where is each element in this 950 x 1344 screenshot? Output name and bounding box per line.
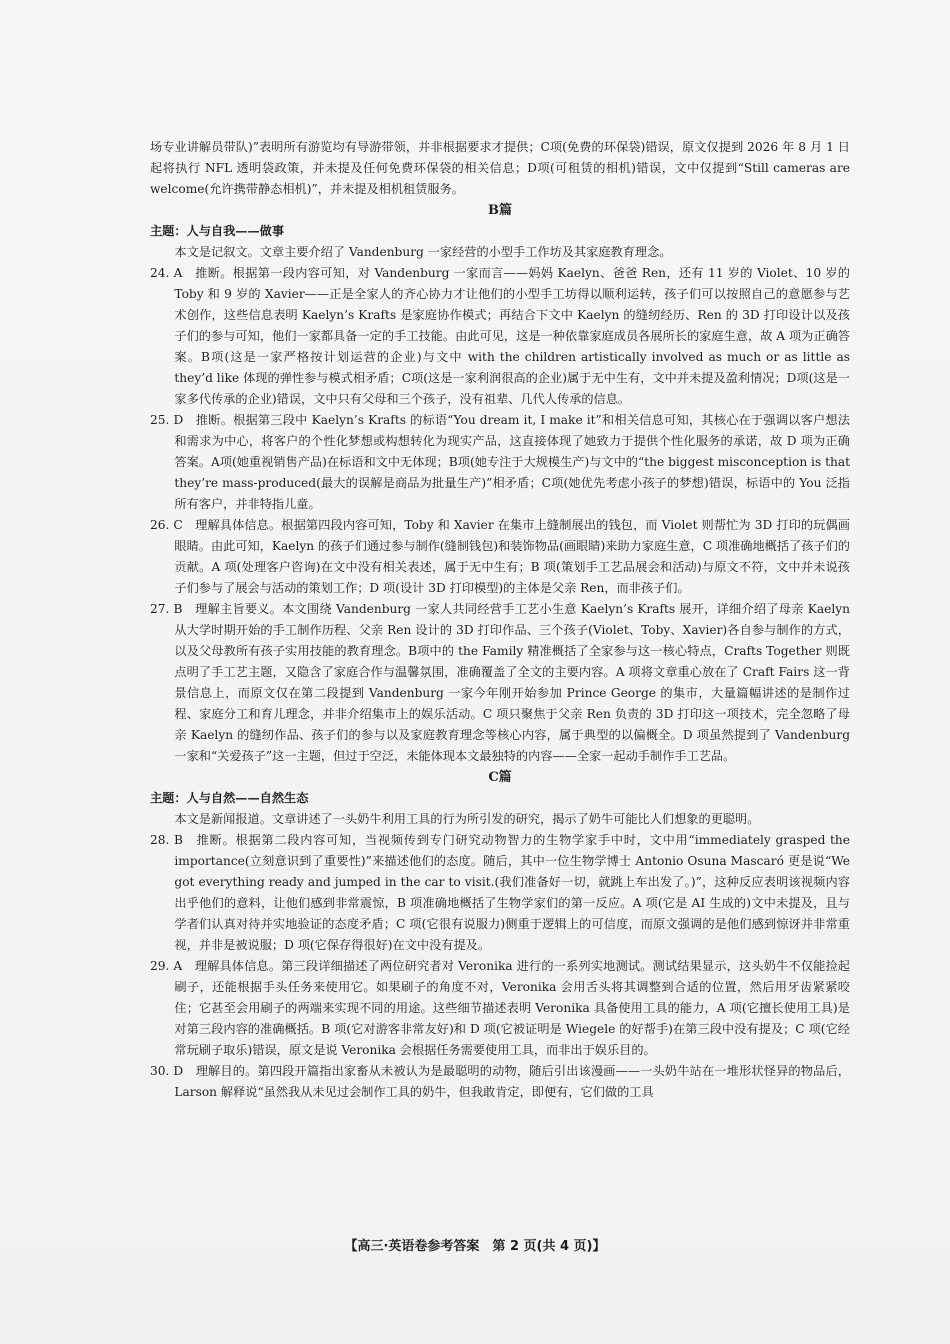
answer-item-27: 27. B 理解主旨要义。本文围绕 Vandenburg 一家人共同经营手工艺小生意 Kaelyn’s Krafts 展开，详细介绍了母亲 Kaelyn 从大学时期开始的手工制作历程、父亲 Ren 设计的 3D 打印作品、三个孩子(Violet、Toby、Xavier)各自参与制作的方式，以及父母教所有孩子实用技能的教育理念。B项中的 the Family 精准概括了全家参与这一核心特点，Crafts Together 则既点明了手工艺主题，又隐含了家庭合作与温馨氛围，准确覆盖了全文的主要内容。A 项将文章重心放在了 Craft Fairs 这一背景信息上，而原文仅在第二段提到 Vandenburg 一家今年刚开始参加 Prince George 的集市，大量篇幅讲述的是制作过程、家庭分工和育儿理念，并非介绍集市上的娱乐活动。C 项只聚焦于父亲 Ren 负责的 3D 打印这一项技术，完全忽略了母亲 Kaelyn 的缝纫作品、孩子们的参与以及家庭教育理念等核心内容，属于典型的以偏概全。D 项虽然提到了 Vandenburg 一家和“关爱孩子”这一主题，但过于空泛，未能体现本文最独特的内容——全家一起动手制作手工艺品。 bbox=[150, 602, 850, 763]
intro-paragraph-c: 本文是新闻报道。文章讲述了一头奶牛利用工具的行为所引发的研究，揭示了奶牛可能比人们想象的更聪明。 bbox=[174, 812, 760, 826]
answer-item-25: 25. D 推断。根据第三段中 Kaelyn’s Krafts 的标语“You dream it, I make it”和相关信息可知，其核心在于强调以客户想法和需求为中心，将客户的个性化梦想或构想转化为现实产品，这直接体现了她致力于提供个性化服务的承诺，故 D 项为正确答案。A项(她重视销售产品)在标语和文中无体现；B项(她专注于大规模生产)与文中的“the biggest misconception is that they’re mass-produced(最大的误解是商品为批量生产)”相矛盾；C项(她优先考虑小孩子的梦想)错误，标语中的 You 泛指所有客户，并非特指儿童。 bbox=[150, 413, 850, 511]
answer-item-24: 24. A 推断。根据第一段内容可知，对 Vandenburg 一家而言——妈妈 Kaelyn、爸爸 Ren，还有 11 岁的 Violet、10 岁的 Toby 和 9 岁的 Xavier——正是全家人的齐心协力才让他们的小型手工坊得以顺利运转，孩子们可以按照自己的意愿参与艺术创作，这些信息表明 Kaelyn’s Krafts 是家庭协作模式；再结合下文中 Kaelyn 的缝纫经历、Ren 的 3D 打印设计以及孩子们的参与可知，他们一家都具备一定的手工技能。由此可见，这是一种依靠家庭成员各展所长的家庭生意，故 A 项为正确答案。B项(这是一家严格按计划运营的企业)与文中 with the children artistically involved as much or as little as they’d like 体现的弹性参与模式相矛盾；C项(这是一家利润很高的企业)属于无中生有，文中并未提及盈利情况；D项(这是一家多代传承的企业)错误，文中只有父母和三个孩子，没有祖辈、几代人传承的信息。 bbox=[150, 266, 850, 406]
section-heading-b: B篇 bbox=[488, 203, 512, 218]
answer-item-28: 28. B 推断。根据第二段内容可知，当视频传到专门研究动物智力的生物学家手中时，文中用“immediately grasped the importance(立刻意识到了重要性)”来描述他们的态度。随后，其中一位生物学博士 Antonio Osuna Mascaró 更是说“We got everything ready and jumped in the car to visit.(我们准备好一切，就跳上车出发了。)”，这种反应表明该视频内容出乎他们的意料，让他们感到非常震惊，B 项准确地概括了生物学家们的第一反应。A 项(它是 AI 生成的)文中未提及，且与学者们认真对待并实地验证的态度矛盾；C 项(它很有说服力)侧重于逻辑上的可信度，而原文强调的是他们感到惊讶并非常重视，并非是被说服；D 项(它保存得很好)在文中没有提及。 bbox=[150, 833, 850, 952]
answer-item-26: 26. C 理解具体信息。根据第四段内容可知，Toby 和 Xavier 在集市上缝制展出的钱包，而 Violet 则帮忙为 3D 打印的玩偶画眼睛。由此可知，Kaelyn 的孩子们通过参与制作(缝制钱包)和装饰物品(画眼睛)来助力家庭生意，C 项准确地概括了孩子们的贡献。A 项(处理客户咨询)在文中没有相关表述，属于无中生有；B 项(策划手工艺品展会和活动)与原文不符，文中并未说孩子们参与了展会与活动的策划工作；D 项(设计 3D 打印模型)的主体是父亲 Ren，而非孩子们。 bbox=[150, 518, 850, 595]
page-footer: 【高三·英语卷参考答案 第 2 页(共 4 页)】 bbox=[344, 1239, 606, 1254]
answer-item-29: 29. A 理解具体信息。第三段详细描述了两位研究者对 Veronika 进行的一系列实地测试。测试结果显示，这头奶牛不仅能捡起刷子，还能根据手头任务来使用它。如果刷子的角度不对，Veronika 会用舌头将其调整到合适的位置，然后用牙齿紧紧咬住；它甚至会用刷子的两端来实现不同的用途。这些细节描述表明 Veronika 具备使用工具的能力，A 项(它擅长使用工具)是对第三段内容的准确概括。B 项(它对游客非常友好)和 D 项(它被证明是 Wiegele 的好帮手)在第三段中没有提及；C 项(它经常玩刷子取乐)错误，原文是说 Veronika 会根据任务需要使用工具，而非出于娱乐目的。 bbox=[150, 959, 850, 1057]
theme-heading-c: 主题：人与自然——自然生态 bbox=[150, 791, 309, 805]
section-heading-c: C篇 bbox=[488, 770, 512, 785]
document-body bbox=[150, 137, 850, 1103]
answer-item-30: 30. D 理解目的。第四段开篇指出家畜从未被认为是最聪明的动物，随后引出该漫画——一头奶牛站在一堆形状怪异的物品后，Larson 解释说“虽然我从未见过会制作工具的奶牛，但我敢肯定，即便有，它们做的工具 bbox=[150, 1064, 850, 1099]
continuation-paragraph: 场专业讲解员带队)”表明所有游览均有导游带领，并非根据要求才提供；C项(免费的环保袋)错误，原文仅提到 2026 年 8 月 1 日起将执行 NFL 透明袋政策，并未提及任何免费环保袋的相关信息；D项(可租赁的相机)错误，文中仅提到“Still cameras are welcome(允许携带静态相机)”，并未提及相机租赁服务。 bbox=[150, 140, 850, 196]
intro-paragraph-b: 本文是记叙文。文章主要介绍了 Vandenburg 一家经营的小型手工作坊及其家庭教育理念。 bbox=[174, 245, 672, 259]
theme-heading-b: 主题：人与自我——做事 bbox=[150, 224, 285, 238]
